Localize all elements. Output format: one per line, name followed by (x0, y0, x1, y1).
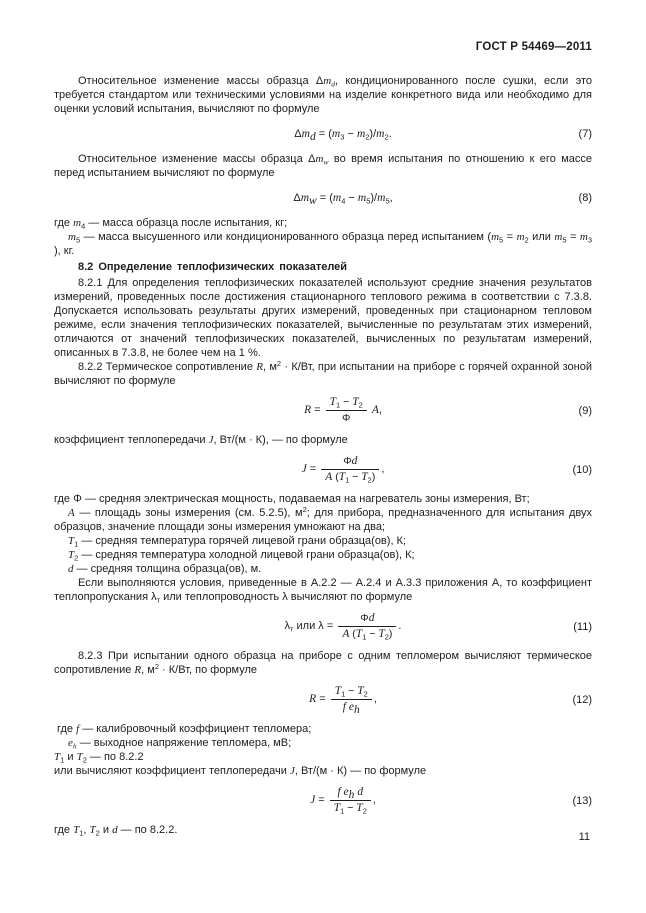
section-heading-8-2: 8.2 Определение теплофизических показателей (78, 261, 348, 273)
formula-10-lhs: J = (301, 463, 320, 476)
formula-9-numerator: $T_1 - T_2$ (326, 396, 367, 411)
formula-11-numerator: Φd (338, 612, 396, 627)
formula-10-denominator: A $(T_1 - T_2)$ (325, 471, 376, 485)
definition-t1-t2-ref: $T_1$ и $T_2$ — по 8.2.2 (54, 751, 144, 765)
formula-9-row (54, 388, 592, 433)
paragraph-heat-transfer-coefficient: коэффициент теплопередачи J, Вт/(м · К), — по формуле (54, 434, 348, 446)
formula-10-tail: , (381, 463, 385, 476)
formula-12-fraction (331, 685, 372, 714)
formula-12 (309, 685, 377, 716)
formula-9-number: (9) (578, 404, 592, 417)
paragraph-or-compute-j: или вычисляют коэффициент теплопередачи J, Вт/(м · К) — по формуле (54, 765, 427, 777)
formula-13-row (54, 778, 592, 823)
formula-13 (310, 786, 376, 816)
formula-11-tail: . (398, 620, 402, 633)
formula-9-tail: A, (371, 404, 382, 417)
definition-f: где f — калибровочный коэффициент тепломера; (57, 723, 312, 735)
formula-13-numerator: f $e_h$ d (330, 786, 371, 801)
formula-11-lhs: $\lambda_т$ или λ = (284, 620, 337, 634)
formula-11-denominator: A $(T_1 - T_2)$ (342, 628, 393, 642)
definition-area-a: A — площадь зоны измерения (см. 5.2.5), $м^2$; для прибора, предназначенного для испытания двух образцов, значение площади зоны измерения умножают на два; (54, 505, 592, 533)
paragraph-mass-change-during-test: Относительное изменение массы образца $\Delta m_w$ во время испытания по отношению к его массе перед испытанием вычисляют по формуле (54, 153, 593, 179)
formula-12-tail: , (373, 693, 377, 706)
formula-12-numerator: $T_1 - T_2$ (331, 685, 372, 700)
formula-13-tail: , (372, 794, 376, 807)
formula-12-lhs: R = (309, 693, 329, 706)
standard-designation: ГОСТ Р 54469—2011 (475, 41, 592, 53)
formula-10-row (54, 447, 592, 492)
formula-11-number: (11) (573, 620, 592, 633)
paragraph-8-2-1: 8.2.1 Для определения теплофизических показателей используют средние значения результатов измерений, проведенных после достижения стационарного теплового режима в соответствии с 7.3.8. Допускается использовать результаты других измерений, проведенных при стационарном тепловом режиме, если значения теплофизических показателей, вычисленные по результатам этих измерений, отличаются от значений теплофизических показателей, вычисленных по результатам измерений, описанных в 7.3.8, не более чем на 1 %. (54, 277, 592, 359)
formula-7: $\Delta m_d = (m_3 - m_2)/m_2$. (294, 128, 392, 143)
formula-8-row (54, 180, 592, 216)
formula-13-denominator: $T_1 - T_2$ (333, 802, 367, 816)
definition-m5: $m_5$ — масса высушенного или кондиционированного образца перед испытанием ($m_5 = m_2$ или $m_5 = m_3$ ), кг. (54, 231, 593, 257)
paragraph-8-2-3: 8.2.3 При испытании одного образца на приборе с одним тепломером вычисляют термическое сопротивление R, $м^2 \cdot К/Вт$, по формуле (54, 650, 592, 676)
formula-7-number: (7) (578, 128, 592, 140)
formula-11-row (54, 604, 592, 649)
formula-12-row (54, 677, 592, 722)
formula-8-number: (8) (578, 192, 592, 204)
definition-t1: $T_1$ — средняя температура горячей лицевой грани образца(ов), К; (68, 535, 407, 549)
definition-m4: где $m_4$ — масса образца после испытания, кг; (54, 217, 288, 231)
formula-10-fraction (321, 455, 379, 484)
paragraph-conditions-annex-a: Если выполняются условия, приведенные в А.2.2 — А.2.4 и А.3.3 приложения А, то коэффициент теплопропускания $\lambda_т$ или теплопроводность λ вычисляют по формуле (54, 577, 592, 605)
formula-13-fraction (330, 786, 371, 815)
definition-d: d — средняя толщина образца(ов), м. (68, 563, 262, 575)
page-number: 11 (578, 831, 590, 843)
formula-12-number: (12) (572, 693, 592, 706)
definition-phi: где Φ — средняя электрическая мощность, подаваемая на нагреватель зоны измерения, Вт; (54, 493, 530, 505)
formula-11-fraction (338, 612, 396, 641)
definition-final-ref: где $T_1$, $T_2$ и d — по 8.2.2. (54, 824, 178, 838)
paragraph-8-2-2: 8.2.2 Термическое сопротивление R, $м^2 \cdot К/Вт$, при испытании на приборе с горячей охранной зоной вычисляют по формуле (54, 359, 592, 387)
definition-t2: $T_2$ — средняя температура холодной лицевой грани образца(ов), К; (68, 549, 415, 563)
formula-9-lhs: R = (304, 404, 324, 417)
formula-9-fraction (326, 396, 367, 425)
formula-9 (304, 396, 382, 424)
formula-12-denominator: f $e_h$ (342, 701, 360, 716)
formula-13-lhs: J = (310, 794, 328, 807)
formula-13-number: (13) (572, 794, 592, 807)
definition-eh: $e_h$ — выходное напряжение тепломера, мВ; (68, 737, 292, 751)
formula-9-denominator: Φ (342, 412, 351, 424)
formula-10-numerator: Φd (321, 455, 379, 470)
formula-7-row (54, 116, 592, 152)
formula-8: $\Delta m_w = (m_4 - m_5)/m_5$, (293, 192, 393, 207)
formula-10-number: (10) (572, 463, 592, 476)
paragraph-mass-change-dried: Относительное изменение массы образца $\Delta m_d$, кондиционированного после сушки, если это требуется стандартом или техническими условиями на изделие конкретного вида или необходимо для оценки условий испытания, вычисляют по формуле (54, 75, 592, 115)
